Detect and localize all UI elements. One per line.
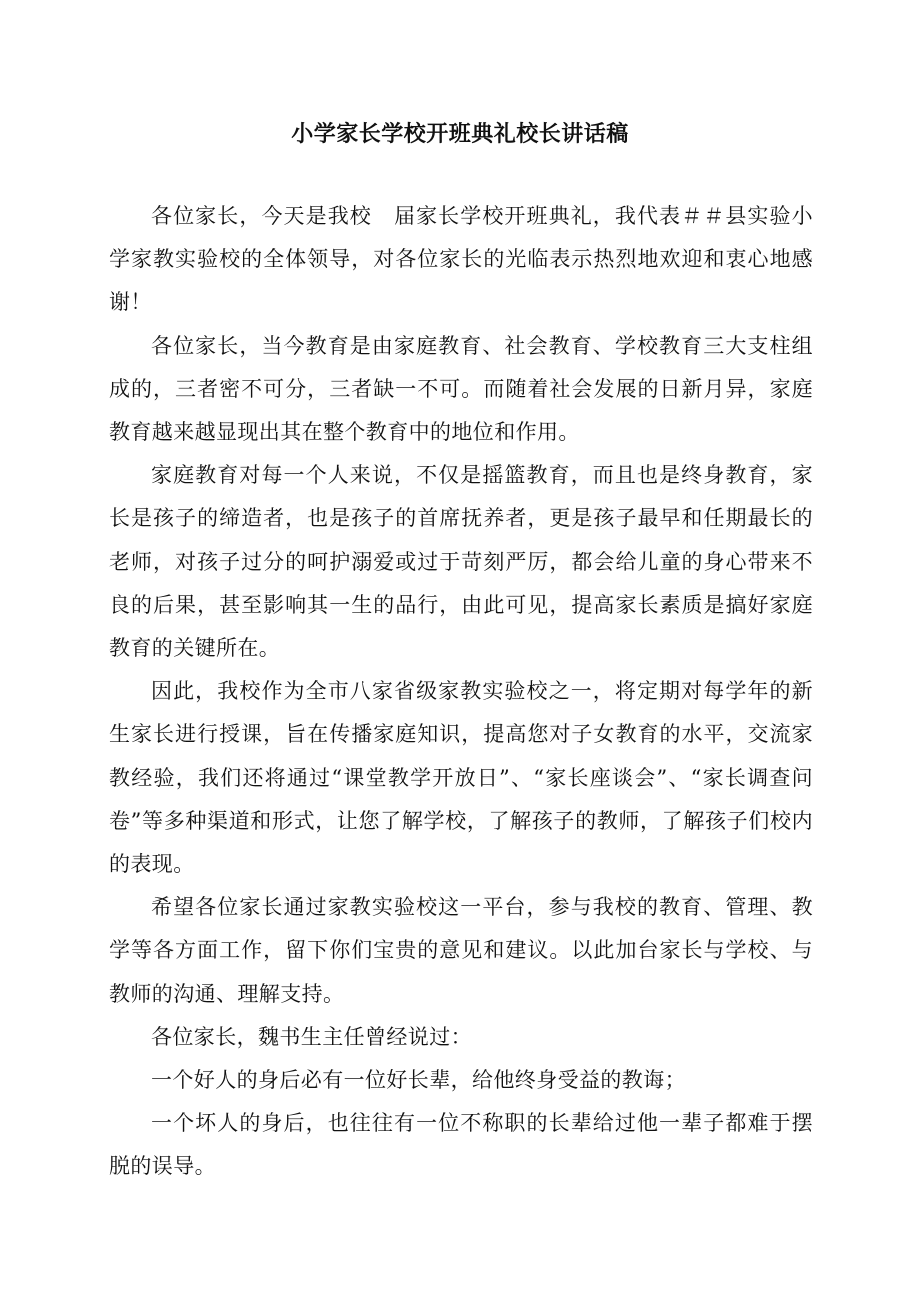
paragraph-hope: 希望各位家长通过家教实验校这一平台，参与我校的教育、管理、教学等各方面工作，留下你们宝贵的意见和建议。以此加台家长与学校、与教师的沟通、理解支持。 xyxy=(109,895,813,1006)
paragraph-family-education: 家庭教育对每一个人来说，不仅是摇篮教育，而且也是终身教育，家长是孩子的缔造者，也是孩子的首席抚养者，更是孩子最早和任期最长的老师，对孩子过分的呵护溺爱或过于苛刻严厉，都会给儿童的身心带来不良的后果，甚至影响其一生的品行，由此可见，提高家长素质是搞好家庭教育的关键所在。 xyxy=(109,463,813,661)
paragraph-quote-good: 一个好人的身后必有一位好长辈，给他终身受益的教诲； xyxy=(151,1068,686,1093)
document-body xyxy=(109,195,813,1189)
paragraph-quote-bad: 一个坏人的身后，也往往有一位不称职的长辈给过他一辈子都难于摆脱的误导。 xyxy=(109,1111,813,1179)
paragraph-welcome: 各位家长，今天是我校 届家长学校开班典礼，我代表＃＃县实验小学家教实验校的全体领导，对各位家长的光临表示热烈地欢迎和衷心地感谢！ xyxy=(109,204,813,315)
paragraph-education-pillars: 各位家长，当今教育是由家庭教育、社会教育、学校教育三大支柱组成的，三者密不可分，三者缺一不可。而随着社会发展的日新月异，家庭教育越来越显现出其在整个教育中的地位和作用。 xyxy=(109,333,813,445)
document-title: 小学家长学校开班典礼校长讲话稿 xyxy=(291,121,629,147)
paragraph-school-plan: 因此，我校作为全市八家省级家教实验校之一，将定期对每学年的新生家长进行授课，旨在传播家庭知识，提高您对子女教育的水平，交流家教经验，我们还将通过“课堂教学开放日”、“家长座谈会”、“家长调查问卷”等多种渠道和形式，让您了解学校，了解孩子的教师，了解孩子们校内的表现。 xyxy=(109,679,813,877)
paragraph-quote-intro: 各位家长，魏书生主任曾经说过： xyxy=(151,1024,472,1049)
